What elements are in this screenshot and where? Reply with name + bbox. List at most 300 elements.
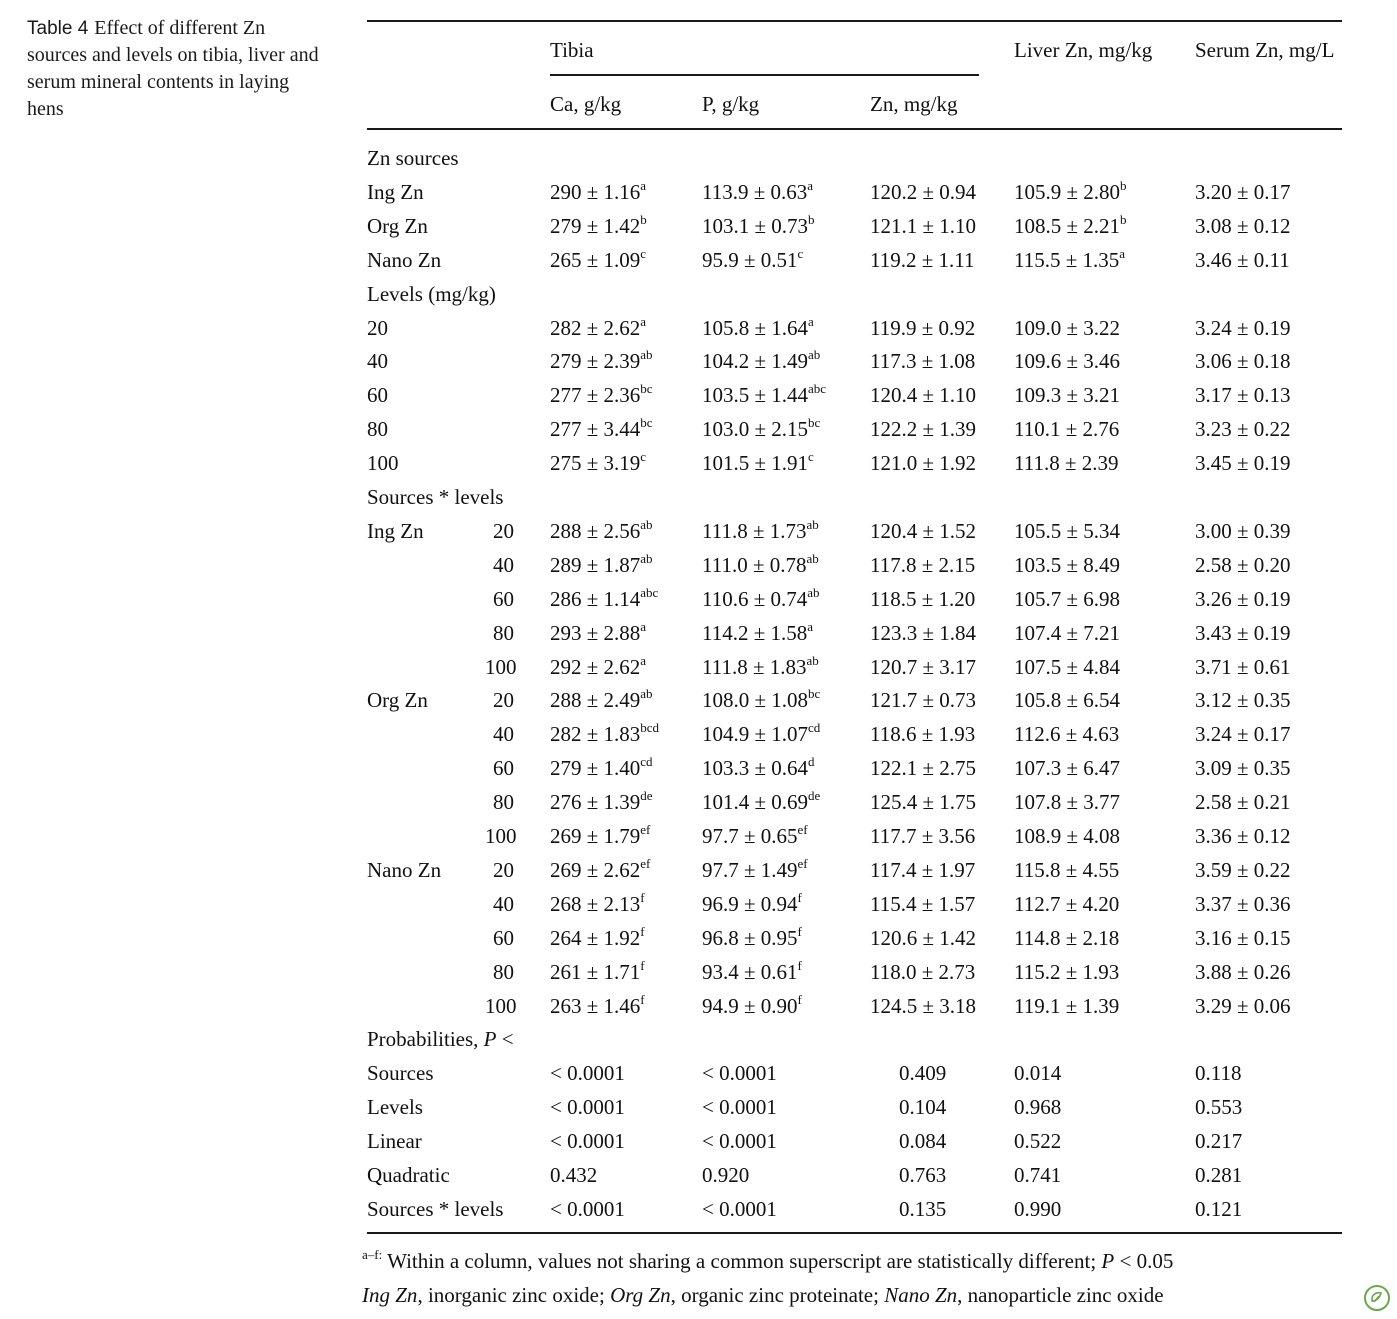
row-label: Org Zn	[367, 688, 428, 712]
cell-ca	[550, 1162, 597, 1188]
cell-value: 103.5 ± 8.49	[1014, 553, 1121, 577]
cell-p	[702, 755, 815, 781]
cell-serum	[1195, 755, 1291, 781]
cell-zn	[870, 891, 975, 917]
significance-superscript: ef	[640, 822, 651, 837]
cell-value: 111.8 ± 2.39	[1014, 451, 1119, 475]
caption-text: Effect of different Zn sources and levels on tibia, liver and serum mineral contents in laying hens	[27, 17, 319, 120]
cell-value: 2.58 ± 0.20	[1195, 553, 1291, 577]
cell-value: 112.6 ± 4.63	[1014, 722, 1120, 746]
significance-superscript: cd	[808, 720, 821, 735]
row-level: 80	[493, 960, 514, 984]
cell-serum	[1195, 823, 1291, 849]
cell-ca	[550, 654, 646, 680]
cell-value: 125.4 ± 1.75	[870, 790, 977, 814]
significance-superscript: bc	[640, 415, 653, 430]
cell-serum	[1195, 518, 1291, 544]
cell-serum	[1195, 382, 1291, 408]
row-label: 100	[367, 451, 399, 475]
cell-zn	[870, 993, 976, 1019]
cell-value: 0.968	[1014, 1095, 1062, 1119]
cell-p	[702, 450, 814, 476]
cell-value: 96.8 ± 0.95	[702, 926, 798, 950]
cell-value: 111.0 ± 0.78	[702, 553, 807, 577]
cell-p	[702, 891, 802, 917]
cell-value: 122.2 ± 1.39	[870, 417, 977, 441]
cell-liver	[1014, 755, 1120, 781]
cell-zn	[870, 586, 975, 612]
cell-value: 118.6 ± 1.93	[870, 722, 976, 746]
row-label: 20	[367, 316, 388, 340]
cell-value: 3.06 ± 0.18	[1195, 349, 1291, 373]
cell-value: 120.4 ± 1.10	[870, 383, 977, 407]
table-caption	[27, 15, 327, 123]
cell-value: < 0.0001	[702, 1095, 777, 1119]
cell-value: 117.7 ± 3.56	[870, 824, 976, 848]
significance-superscript: a	[807, 619, 814, 634]
cell-value: 288 ± 2.56	[550, 519, 641, 543]
cell-value: 111.8 ± 1.83	[702, 655, 807, 679]
cell-serum	[1195, 315, 1291, 341]
cell-value: 279 ± 1.42	[550, 214, 641, 238]
significance-superscript: abc	[640, 585, 659, 600]
cell-value: 0.990	[1014, 1197, 1062, 1221]
cell-liver	[1014, 1094, 1061, 1120]
cell-value: 103.1 ± 0.73	[702, 214, 809, 238]
significance-superscript: f	[640, 924, 645, 939]
cell-zn	[899, 1094, 946, 1120]
section-heading	[367, 1026, 514, 1052]
cell-serum	[1195, 721, 1291, 747]
footnote-sup-marker: a–f:	[362, 1247, 383, 1262]
cell-value: 0.741	[1014, 1163, 1062, 1187]
cell-p	[702, 959, 802, 985]
cell-value: 93.4 ± 0.61	[702, 960, 798, 984]
cell-value: 3.36 ± 0.12	[1195, 824, 1291, 848]
significance-superscript: ab	[640, 551, 653, 566]
cell-ca	[550, 348, 653, 374]
cell-zn	[870, 518, 976, 544]
cell-liver	[1014, 315, 1120, 341]
cell-serum	[1195, 925, 1291, 951]
header-ca: Ca, g/kg	[550, 92, 622, 116]
cell-value: 104.2 ± 1.49	[702, 349, 809, 373]
cell-value: 105.8 ± 1.64	[702, 316, 809, 340]
cell-value: 105.7 ± 6.98	[1014, 587, 1121, 611]
significance-superscript: ab	[807, 585, 820, 600]
cell-ca	[550, 247, 646, 273]
cell-value: 264 ± 1.92	[550, 926, 641, 950]
significance-superscript: c	[640, 246, 647, 261]
cell-p	[702, 179, 813, 205]
header-serum-zn: Serum Zn, mg/L	[1195, 38, 1335, 62]
cell-p	[702, 789, 820, 815]
cell-value: 107.3 ± 6.47	[1014, 756, 1121, 780]
row-level: 60	[493, 756, 514, 780]
significance-superscript: f	[797, 890, 802, 905]
significance-superscript: bc	[808, 415, 821, 430]
cell-liver	[1014, 552, 1120, 578]
row-label: Sources * levels	[367, 1197, 504, 1221]
cell-serum	[1195, 348, 1291, 374]
cell-value: 3.46 ± 0.11	[1195, 248, 1290, 272]
cell-serum	[1195, 586, 1291, 612]
cell-liver	[1014, 416, 1119, 442]
cell-zn	[870, 857, 975, 883]
section-label: Sources * levels	[367, 485, 504, 509]
significance-superscript: de	[640, 788, 653, 803]
cell-value: 104.9 ± 1.07	[702, 722, 809, 746]
cell-liver	[1014, 1060, 1061, 1086]
cell-value: 277 ± 2.36	[550, 383, 641, 407]
cell-liver	[1014, 1162, 1061, 1188]
row-level: 100	[485, 824, 517, 848]
cell-value: 289 ± 1.87	[550, 553, 641, 577]
cell-serum	[1195, 1128, 1242, 1154]
significance-superscript: bcd	[640, 720, 660, 735]
cell-value: 275 ± 3.19	[550, 451, 641, 475]
cell-value: 111.8 ± 1.73	[702, 519, 807, 543]
significance-superscript: f	[640, 890, 645, 905]
cell-liver	[1014, 891, 1119, 917]
significance-superscript: c	[808, 449, 814, 464]
cell-value: 103.0 ± 2.15	[702, 417, 809, 441]
cell-liver	[1014, 654, 1120, 680]
cell-value: 276 ± 1.39	[550, 790, 641, 814]
cell-value: 113.9 ± 0.63	[702, 180, 808, 204]
significance-superscript: ef	[797, 822, 808, 837]
significance-superscript: b	[808, 212, 815, 227]
cell-zn	[870, 315, 975, 341]
significance-superscript: c	[797, 246, 804, 261]
cell-zn	[870, 179, 976, 205]
row-label: Levels	[367, 1095, 423, 1119]
row-label: Linear	[367, 1129, 422, 1153]
row-label: Nano Zn	[367, 858, 442, 882]
row-label: Ing Zn	[367, 519, 424, 543]
cell-liver	[1014, 1128, 1061, 1154]
cell-liver	[1014, 518, 1120, 544]
cell-value: 107.8 ± 3.77	[1014, 790, 1121, 814]
cell-liver	[1014, 1196, 1061, 1222]
cell-zn	[870, 654, 976, 680]
cell-p	[702, 721, 820, 747]
cell-p	[702, 857, 808, 883]
cell-value: 101.5 ± 1.91	[702, 451, 809, 475]
cell-value: 120.6 ± 1.42	[870, 926, 977, 950]
cell-value: 101.4 ± 0.69	[702, 790, 809, 814]
cell-value: 268 ± 2.13	[550, 892, 641, 916]
cell-value: 117.3 ± 1.08	[870, 349, 976, 373]
row-label: Nano Zn	[367, 248, 442, 272]
cell-value: 265 ± 1.09	[550, 248, 641, 272]
cell-ca	[550, 789, 653, 815]
cell-value: 279 ± 2.39	[550, 349, 641, 373]
cell-ca	[550, 416, 653, 442]
cell-zn	[870, 823, 975, 849]
abbr-def: , organic zinc proteinate;	[670, 1283, 885, 1307]
cell-serum	[1195, 416, 1291, 442]
cell-zn	[870, 755, 976, 781]
cell-value: 115.4 ± 1.57	[870, 892, 976, 916]
cell-serum	[1195, 1094, 1242, 1120]
significance-superscript: f	[797, 924, 802, 939]
cell-zn	[870, 687, 976, 713]
cell-value: 3.37 ± 0.36	[1195, 892, 1291, 916]
row-label: 40	[367, 349, 388, 373]
cell-value: 0.553	[1195, 1095, 1243, 1119]
cell-serum	[1195, 993, 1291, 1019]
cell-value: 123.3 ± 1.84	[870, 621, 977, 645]
cell-ca	[550, 891, 645, 917]
cell-liver	[1014, 586, 1120, 612]
cell-value: 288 ± 2.49	[550, 688, 641, 712]
header-zn: Zn, mg/kg	[870, 92, 958, 116]
cell-liver	[1014, 823, 1120, 849]
cell-liver	[1014, 857, 1119, 883]
cell-ca	[550, 213, 647, 239]
row-level: 100	[485, 994, 517, 1018]
cell-ca	[550, 315, 646, 341]
cell-value: 97.7 ± 1.49	[702, 858, 798, 882]
cell-value: 105.8 ± 6.54	[1014, 688, 1121, 712]
cell-zn	[899, 1128, 946, 1154]
cell-value: 3.45 ± 0.19	[1195, 451, 1291, 475]
significance-superscript: a	[640, 178, 647, 193]
cell-ca	[550, 959, 645, 985]
cell-value: 108.9 ± 4.08	[1014, 824, 1121, 848]
cell-value: 3.20 ± 0.17	[1195, 180, 1291, 204]
cell-zn	[870, 416, 976, 442]
cell-value: 107.5 ± 4.84	[1014, 655, 1121, 679]
cell-value: 3.17 ± 0.13	[1195, 383, 1291, 407]
cell-value: 0.014	[1014, 1061, 1062, 1085]
row-label: Org Zn	[367, 214, 428, 238]
cell-value: 119.2 ± 1.11	[870, 248, 975, 272]
cell-value: 109.0 ± 3.22	[1014, 316, 1121, 340]
cell-value: 3.24 ± 0.19	[1195, 316, 1291, 340]
cell-liver	[1014, 179, 1127, 205]
cell-value: 0.121	[1195, 1197, 1243, 1221]
cell-value: 110.1 ± 2.76	[1014, 417, 1120, 441]
cell-value: 120.2 ± 0.94	[870, 180, 977, 204]
significance-superscript: a	[1119, 246, 1126, 261]
footnote-p-tail: < 0.05	[1114, 1249, 1174, 1273]
cell-value: 95.9 ± 0.51	[702, 248, 798, 272]
cell-zn	[870, 450, 976, 476]
cell-liver	[1014, 789, 1120, 815]
cell-ca	[550, 755, 653, 781]
footnote-text: Within a column, values not sharing a common superscript are statistically different;	[382, 1249, 1102, 1273]
cell-p	[702, 993, 802, 1019]
cell-ca	[550, 586, 658, 612]
cell-zn	[870, 382, 976, 408]
cell-zn	[870, 213, 976, 239]
cell-p	[702, 1196, 777, 1222]
cell-value: 112.7 ± 4.20	[1014, 892, 1120, 916]
row-label: 60	[367, 383, 388, 407]
cell-value: 3.00 ± 0.39	[1195, 519, 1291, 543]
cell-value: 120.4 ± 1.52	[870, 519, 977, 543]
cell-value: 107.4 ± 7.21	[1014, 621, 1121, 645]
caption-label: Table 4	[27, 18, 89, 39]
cell-ca	[550, 179, 646, 205]
cell-value: 108.5 ± 2.21	[1014, 214, 1121, 238]
cell-value: 119.9 ± 0.92	[870, 316, 976, 340]
cell-liver	[1014, 993, 1119, 1019]
cell-value: 114.2 ± 1.58	[702, 621, 808, 645]
cell-liver	[1014, 213, 1127, 239]
cell-value: 96.9 ± 0.94	[702, 892, 798, 916]
cell-zn	[870, 247, 974, 273]
cell-value: 0.763	[899, 1163, 947, 1187]
cell-value: 0.432	[550, 1163, 598, 1187]
cell-ca	[550, 552, 653, 578]
cell-value: 0.522	[1014, 1129, 1062, 1153]
cell-value: 0.118	[1195, 1061, 1242, 1085]
cell-p	[702, 382, 826, 408]
significance-superscript: abc	[808, 381, 827, 396]
footnote-abbreviations	[362, 1282, 1164, 1308]
cell-p	[702, 925, 802, 951]
section-label: Zn sources	[367, 146, 459, 170]
cell-value: 121.7 ± 0.73	[870, 688, 977, 712]
significance-superscript: f	[797, 958, 802, 973]
cell-p	[702, 416, 820, 442]
cell-value: 103.5 ± 1.44	[702, 383, 809, 407]
cell-value: 117.4 ± 1.97	[870, 858, 976, 882]
bottom-rule	[367, 1232, 1342, 1234]
significance-superscript: ab	[806, 653, 819, 668]
abbr-def: , nanoparticle zinc oxide	[957, 1283, 1164, 1307]
row-level: 40	[493, 892, 514, 916]
significance-superscript: ef	[797, 856, 808, 871]
row-label: Quadratic	[367, 1163, 450, 1187]
cell-value: 3.24 ± 0.17	[1195, 722, 1291, 746]
cell-p	[702, 518, 819, 544]
cell-liver	[1014, 450, 1118, 476]
cell-value: 3.88 ± 0.26	[1195, 960, 1291, 984]
header-rule	[367, 128, 1342, 130]
cell-zn	[899, 1196, 946, 1222]
cell-liver	[1014, 687, 1120, 713]
cell-value: < 0.0001	[550, 1129, 625, 1153]
cell-value: 282 ± 1.83	[550, 722, 641, 746]
cell-value: 115.8 ± 4.55	[1014, 858, 1120, 882]
cell-p	[702, 552, 819, 578]
cell-value: < 0.0001	[550, 1095, 625, 1119]
cell-value: 3.08 ± 0.12	[1195, 214, 1291, 238]
cell-value: 0.409	[899, 1061, 947, 1085]
cell-value: 3.12 ± 0.35	[1195, 688, 1291, 712]
section-label-italic: P	[483, 1027, 497, 1051]
cell-serum	[1195, 213, 1291, 239]
cell-value: 108.0 ± 1.08	[702, 688, 809, 712]
cell-value: 3.09 ± 0.35	[1195, 756, 1291, 780]
cell-value: 118.5 ± 1.20	[870, 587, 976, 611]
cell-value: 0.135	[899, 1197, 947, 1221]
cell-ca	[550, 721, 659, 747]
footnote-significance	[362, 1248, 1173, 1274]
cell-ca	[550, 518, 653, 544]
cell-value: 269 ± 1.79	[550, 824, 641, 848]
section-heading	[367, 281, 496, 307]
cell-serum	[1195, 179, 1291, 205]
cell-value: 290 ± 1.16	[550, 180, 641, 204]
cell-liver	[1014, 959, 1119, 985]
row-level: 100	[485, 655, 517, 679]
cell-value: 120.7 ± 3.17	[870, 655, 977, 679]
significance-superscript: a	[808, 314, 814, 329]
significance-superscript: ab	[640, 686, 653, 701]
cell-value: 115.2 ± 1.93	[1014, 960, 1120, 984]
significance-superscript: a	[640, 314, 647, 329]
row-level: 60	[493, 926, 514, 950]
row-label: Ing Zn	[367, 180, 424, 204]
row-level: 60	[493, 587, 514, 611]
significance-superscript: ab	[806, 551, 819, 566]
cell-serum	[1195, 959, 1291, 985]
abbr-term: Ing Zn	[362, 1283, 418, 1307]
cell-serum	[1195, 789, 1291, 815]
row-level: 20	[493, 519, 514, 543]
significance-superscript: a	[640, 653, 647, 668]
cell-value: 279 ± 1.40	[550, 756, 641, 780]
cell-value: 3.26 ± 0.19	[1195, 587, 1291, 611]
cell-serum	[1195, 857, 1291, 883]
significance-superscript: a	[807, 178, 814, 193]
cell-serum	[1195, 1196, 1242, 1222]
row-level: 40	[493, 722, 514, 746]
cell-value: 121.1 ± 1.10	[870, 214, 977, 238]
cell-p	[702, 586, 820, 612]
top-rule	[367, 20, 1342, 22]
cell-p	[702, 687, 820, 713]
cell-p	[702, 315, 814, 341]
cell-liver	[1014, 247, 1125, 273]
cell-value: 121.0 ± 1.92	[870, 451, 977, 475]
cell-value: 293 ± 2.88	[550, 621, 641, 645]
row-level: 80	[493, 621, 514, 645]
cell-liver	[1014, 925, 1119, 951]
cell-zn	[870, 552, 975, 578]
cell-value: 110.6 ± 0.74	[702, 587, 808, 611]
section-heading	[367, 145, 459, 171]
cell-serum	[1195, 247, 1290, 273]
cell-serum	[1195, 687, 1291, 713]
cell-value: 282 ± 2.62	[550, 316, 641, 340]
badge-glyph	[1368, 1289, 1386, 1307]
cell-ca	[550, 823, 650, 849]
cell-value: 3.71 ± 0.61	[1195, 655, 1291, 679]
cell-liver	[1014, 620, 1120, 646]
significance-superscript: bc	[808, 686, 821, 701]
cell-serum	[1195, 450, 1291, 476]
cell-value: 292 ± 2.62	[550, 655, 641, 679]
row-level: 40	[493, 553, 514, 577]
cell-zn	[870, 620, 976, 646]
cell-value: 109.6 ± 3.46	[1014, 349, 1121, 373]
cell-value: 0.217	[1195, 1129, 1243, 1153]
significance-superscript: de	[808, 788, 821, 803]
cell-value: 109.3 ± 3.21	[1014, 383, 1121, 407]
significance-superscript: f	[797, 992, 802, 1007]
section-label-tail: <	[496, 1027, 514, 1051]
cell-value: 122.1 ± 2.75	[870, 756, 977, 780]
cell-value: 119.1 ± 1.39	[1014, 994, 1120, 1018]
row-label: 80	[367, 417, 388, 441]
cell-value: < 0.0001	[550, 1197, 625, 1221]
